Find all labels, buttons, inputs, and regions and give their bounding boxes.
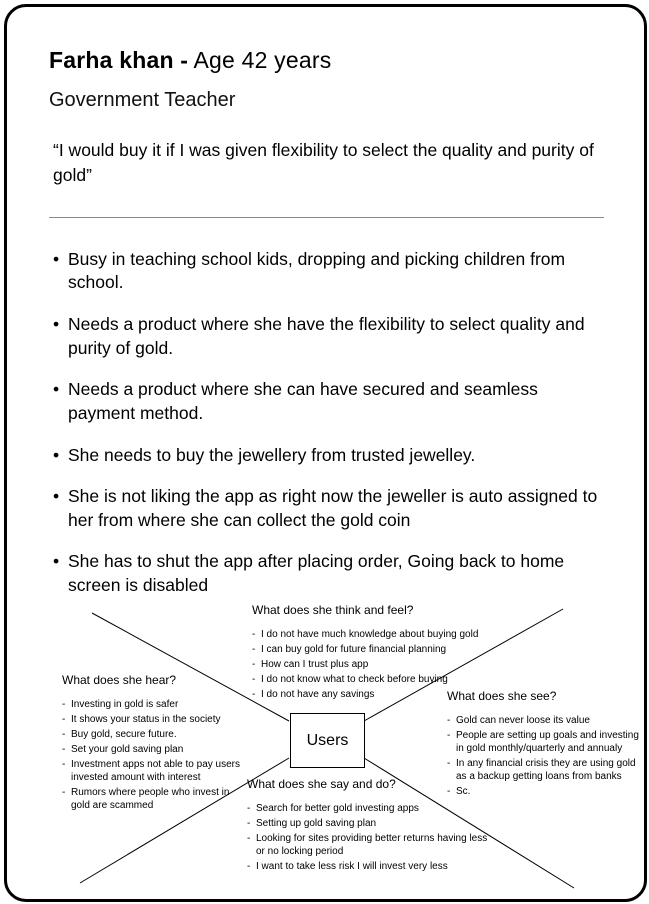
persona-header (7, 47, 644, 189)
persona-point: • She is not liking the app as right now the jeweller is auto assigned to her from where she can collect the gold coin (53, 485, 601, 532)
quadrant-say-do-title: What does she say and do? (247, 777, 396, 791)
empathy-item: - I want to take less risk I will invest very less (247, 860, 489, 873)
quadrant-say-do-items (247, 802, 489, 873)
empathy-item: - I can buy gold for future financial planning (252, 643, 487, 656)
empathy-item: - People are setting up goals and investing in gold monthly/quarterly and annualy (447, 729, 647, 755)
users-label: Users (306, 731, 349, 749)
empathy-item: - Sc. (447, 785, 647, 798)
quadrant-hear-items (62, 698, 250, 812)
quadrant-see-title: What does she see? (447, 689, 557, 703)
quadrant-hear-title: What does she hear? (62, 673, 177, 687)
persona-point: • Needs a product where she have the flexibility to select quality and purity of gold. (53, 313, 601, 360)
persona-title (49, 47, 644, 74)
persona-point: • She needs to buy the jewellery from trusted jewelley. (53, 444, 601, 468)
persona-profession: Government Teacher (49, 89, 236, 111)
empathy-map (7, 595, 649, 897)
quadrant-hear (62, 673, 250, 814)
empathy-item: - How can I trust plus app (252, 658, 487, 671)
empathy-item: - I do not have much knowledge about buying gold (252, 628, 487, 641)
empathy-item: - Set your gold saving plan (62, 743, 250, 756)
users-center-box (290, 713, 365, 768)
quadrant-say-do (247, 777, 489, 875)
section-divider (49, 217, 604, 218)
empathy-item: - Investing in gold is safer (62, 698, 250, 711)
empathy-item: - I do not know what to check before buying (252, 673, 487, 686)
empathy-item: - It shows your status in the society (62, 713, 250, 726)
empathy-item: - Buy gold, secure future. (62, 728, 250, 741)
quadrant-think-feel (252, 603, 487, 703)
persona-points-list (53, 248, 601, 598)
empathy-item: - Investment apps not able to pay users invested amount with interest (62, 758, 250, 784)
quadrant-think-feel-title: What does she think and feel? (252, 603, 414, 617)
persona-age: Age 42 years (193, 47, 332, 73)
persona-point: • Busy in teaching school kids, dropping and picking children from school. (53, 248, 601, 295)
persona-card (4, 4, 647, 902)
empathy-item: - Search for better gold investing apps (247, 802, 489, 815)
persona-point: • She has to shut the app after placing order, Going back to home screen is disabled (53, 550, 601, 597)
empathy-item: - Rumors where people who invest in gold are scammed (62, 786, 250, 812)
empathy-item: - Gold can never loose its value (447, 714, 647, 727)
empathy-item: - I do not have any savings (252, 688, 487, 701)
persona-name: Farha khan - (49, 47, 189, 73)
persona-quote: “I would buy it if I was given flexibility to select the quality and purity of gold” (53, 140, 594, 186)
empathy-item: - Setting up gold saving plan (247, 817, 489, 830)
empathy-item: - Looking for sites providing better returns having less or no locking period (247, 832, 489, 858)
empathy-item: - In any financial crisis they are using gold as a backup getting loans from banks (447, 757, 647, 783)
persona-point: • Needs a product where she can have secured and seamless payment method. (53, 378, 601, 425)
